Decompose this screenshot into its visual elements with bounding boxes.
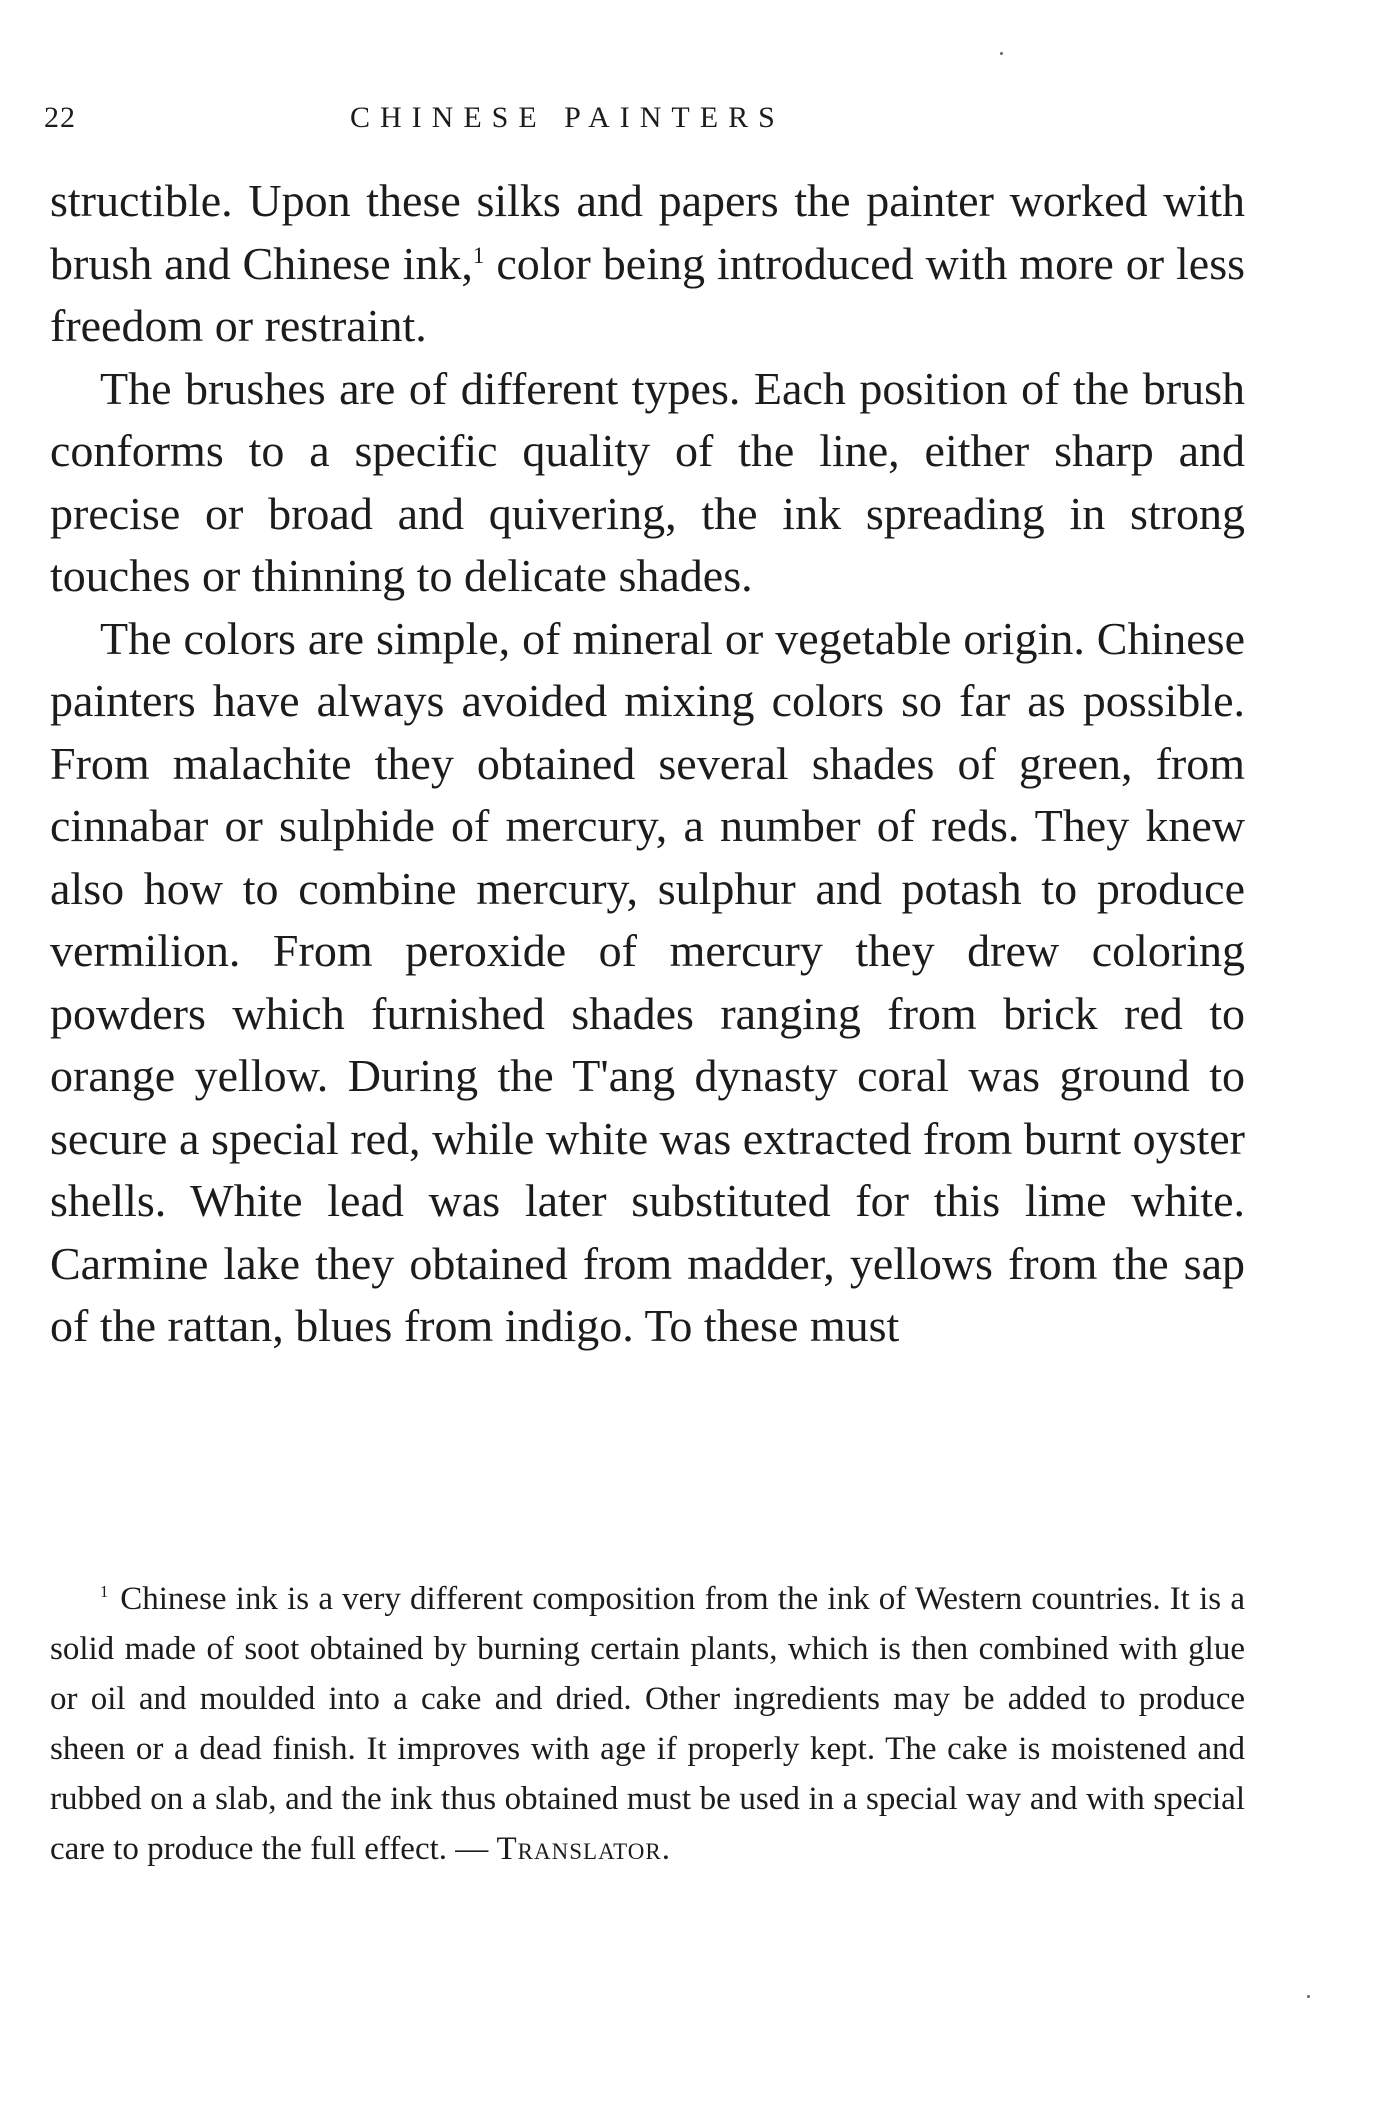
scan-speck — [1307, 1995, 1310, 1998]
footnote-marker: 1 — [100, 1582, 109, 1602]
running-title: CHINESE PAINTERS — [350, 101, 785, 134]
footnote-text: Chinese ink is a very different composition from the ink of Western countries. It is a solid made of soot obtained by burning certain plants, which is then combined with glue or oil and moulded into a cake and dried. Other ingredients may be added to produce sheen or a dead finish. It improves with age if properly kept. The cake is moistened and rubbed on a slab, and the ink thus obtained must be used in a special way and with special care to produce the full effect. — — [50, 1581, 1245, 1867]
page-number: 22 — [44, 101, 76, 134]
paragraph-2: The brushes are of different types. Each position of the brush conforms to a specific quality of the line, either sharp and precise or broad and quivering, the ink spreading in strong touches or thinning to delicate shades. — [50, 362, 1245, 601]
paragraph-1 — [50, 170, 1245, 358]
footnote-attribution: Translator — [496, 1831, 662, 1867]
paragraph-1-text: structible. Upon these silks and papers the painter worked with brush and Chinese ink, — [50, 175, 1245, 289]
paragraph-3: The colors are simple, of mineral or vegetable origin. Chinese painters have always avoided mixing colors so far as possible. From malachite they obtained several shades of green, from cinnabar or sulphide of mercury, a number of reds. They knew also how to combine mercury, sulphur and potash to produce vermilion. From peroxide of mercury they drew coloring powders which furnished shades ranging from brick red to orange yellow. During the T'ang dynasty coral was ground to secure a special red, while white was extracted from burnt oyster shells. White lead was later substituted for this lime white. Carmine lake they obtained from madder, yellows from the sap of the rattan, blues from indigo. To these must — [50, 612, 1245, 1351]
footnote-reference: 1 — [472, 242, 485, 268]
page-header — [0, 98, 1373, 138]
footnote: $^1$ Chinese ink is a very different composition from the ink of Western countries. It is a solid made of soot obtained by burning certain plants, which is then combined with glue or oil and moulded into a cake and dried. Other ingredients may be added to produce sheen or a dead finish. It improves with age if properly kept. The cake is moistened and rubbed on a slab, and the ink thus obtained must be used in a special way and with special care to produce the full effect. — Translator. — [50, 1581, 1245, 1867]
paragraph-1-continued: color being introduced with more or less freedom or restraint. — [50, 237, 1245, 351]
body-text — [50, 170, 1245, 1358]
scan-speck — [1000, 52, 1003, 55]
